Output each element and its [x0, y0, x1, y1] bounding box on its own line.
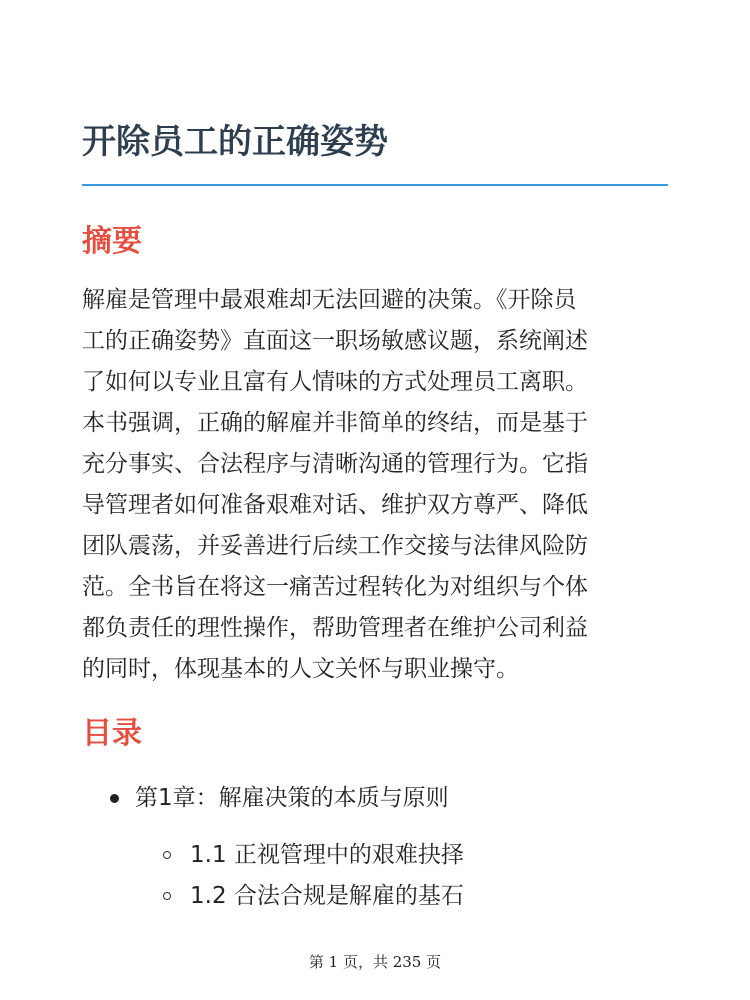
toc-heading: 目录	[82, 716, 142, 751]
abstract-line: 了如何以专业且富有人情味的方式处理员工离职。	[82, 369, 588, 395]
abstract-line: 工的正确姿势》直面这一职场敏感议题，系统阐述	[82, 328, 588, 354]
toc-item-label: 第1章：解雇决策的本质与原则	[135, 785, 449, 811]
document-title: 开除员工的正确姿势	[82, 122, 388, 162]
abstract-line: 本书强调，正确的解雇并非简单的终结，而是基于	[82, 410, 588, 436]
abstract-line: 都负责任的理性操作，帮助管理者在维护公司利益	[82, 615, 588, 641]
abstract-line: 范。全书旨在将这一痛苦过程转化为对组织与个体	[82, 574, 588, 600]
abstract-line: 导管理者如何准备艰难对话、维护双方尊严、降低	[82, 492, 588, 518]
toc-item-label: 1.2 合法合规是解雇的基石	[190, 883, 464, 909]
toc-item-label: 1.1 正视管理中的艰难抉择	[190, 842, 464, 868]
abstract-heading: 摘要	[82, 224, 142, 259]
abstract-line: 充分事实、合法程序与清晰沟通的管理行为。它指	[82, 451, 588, 477]
abstract-line: 解雇是管理中最艰难却无法回避的决策。《开除员	[82, 287, 577, 313]
abstract-line: 的同时，体现基本的人文关怀与职业操守。	[82, 656, 519, 682]
bullet-circle-icon	[163, 851, 171, 859]
bullet-circle-icon	[163, 892, 171, 900]
bullet-disc-icon	[110, 794, 119, 803]
page-number-footer: 第 1 页，共 235 页	[308, 953, 442, 971]
abstract-line: 团队震荡，并妥善进行后续工作交接与法律风险防	[82, 533, 588, 559]
